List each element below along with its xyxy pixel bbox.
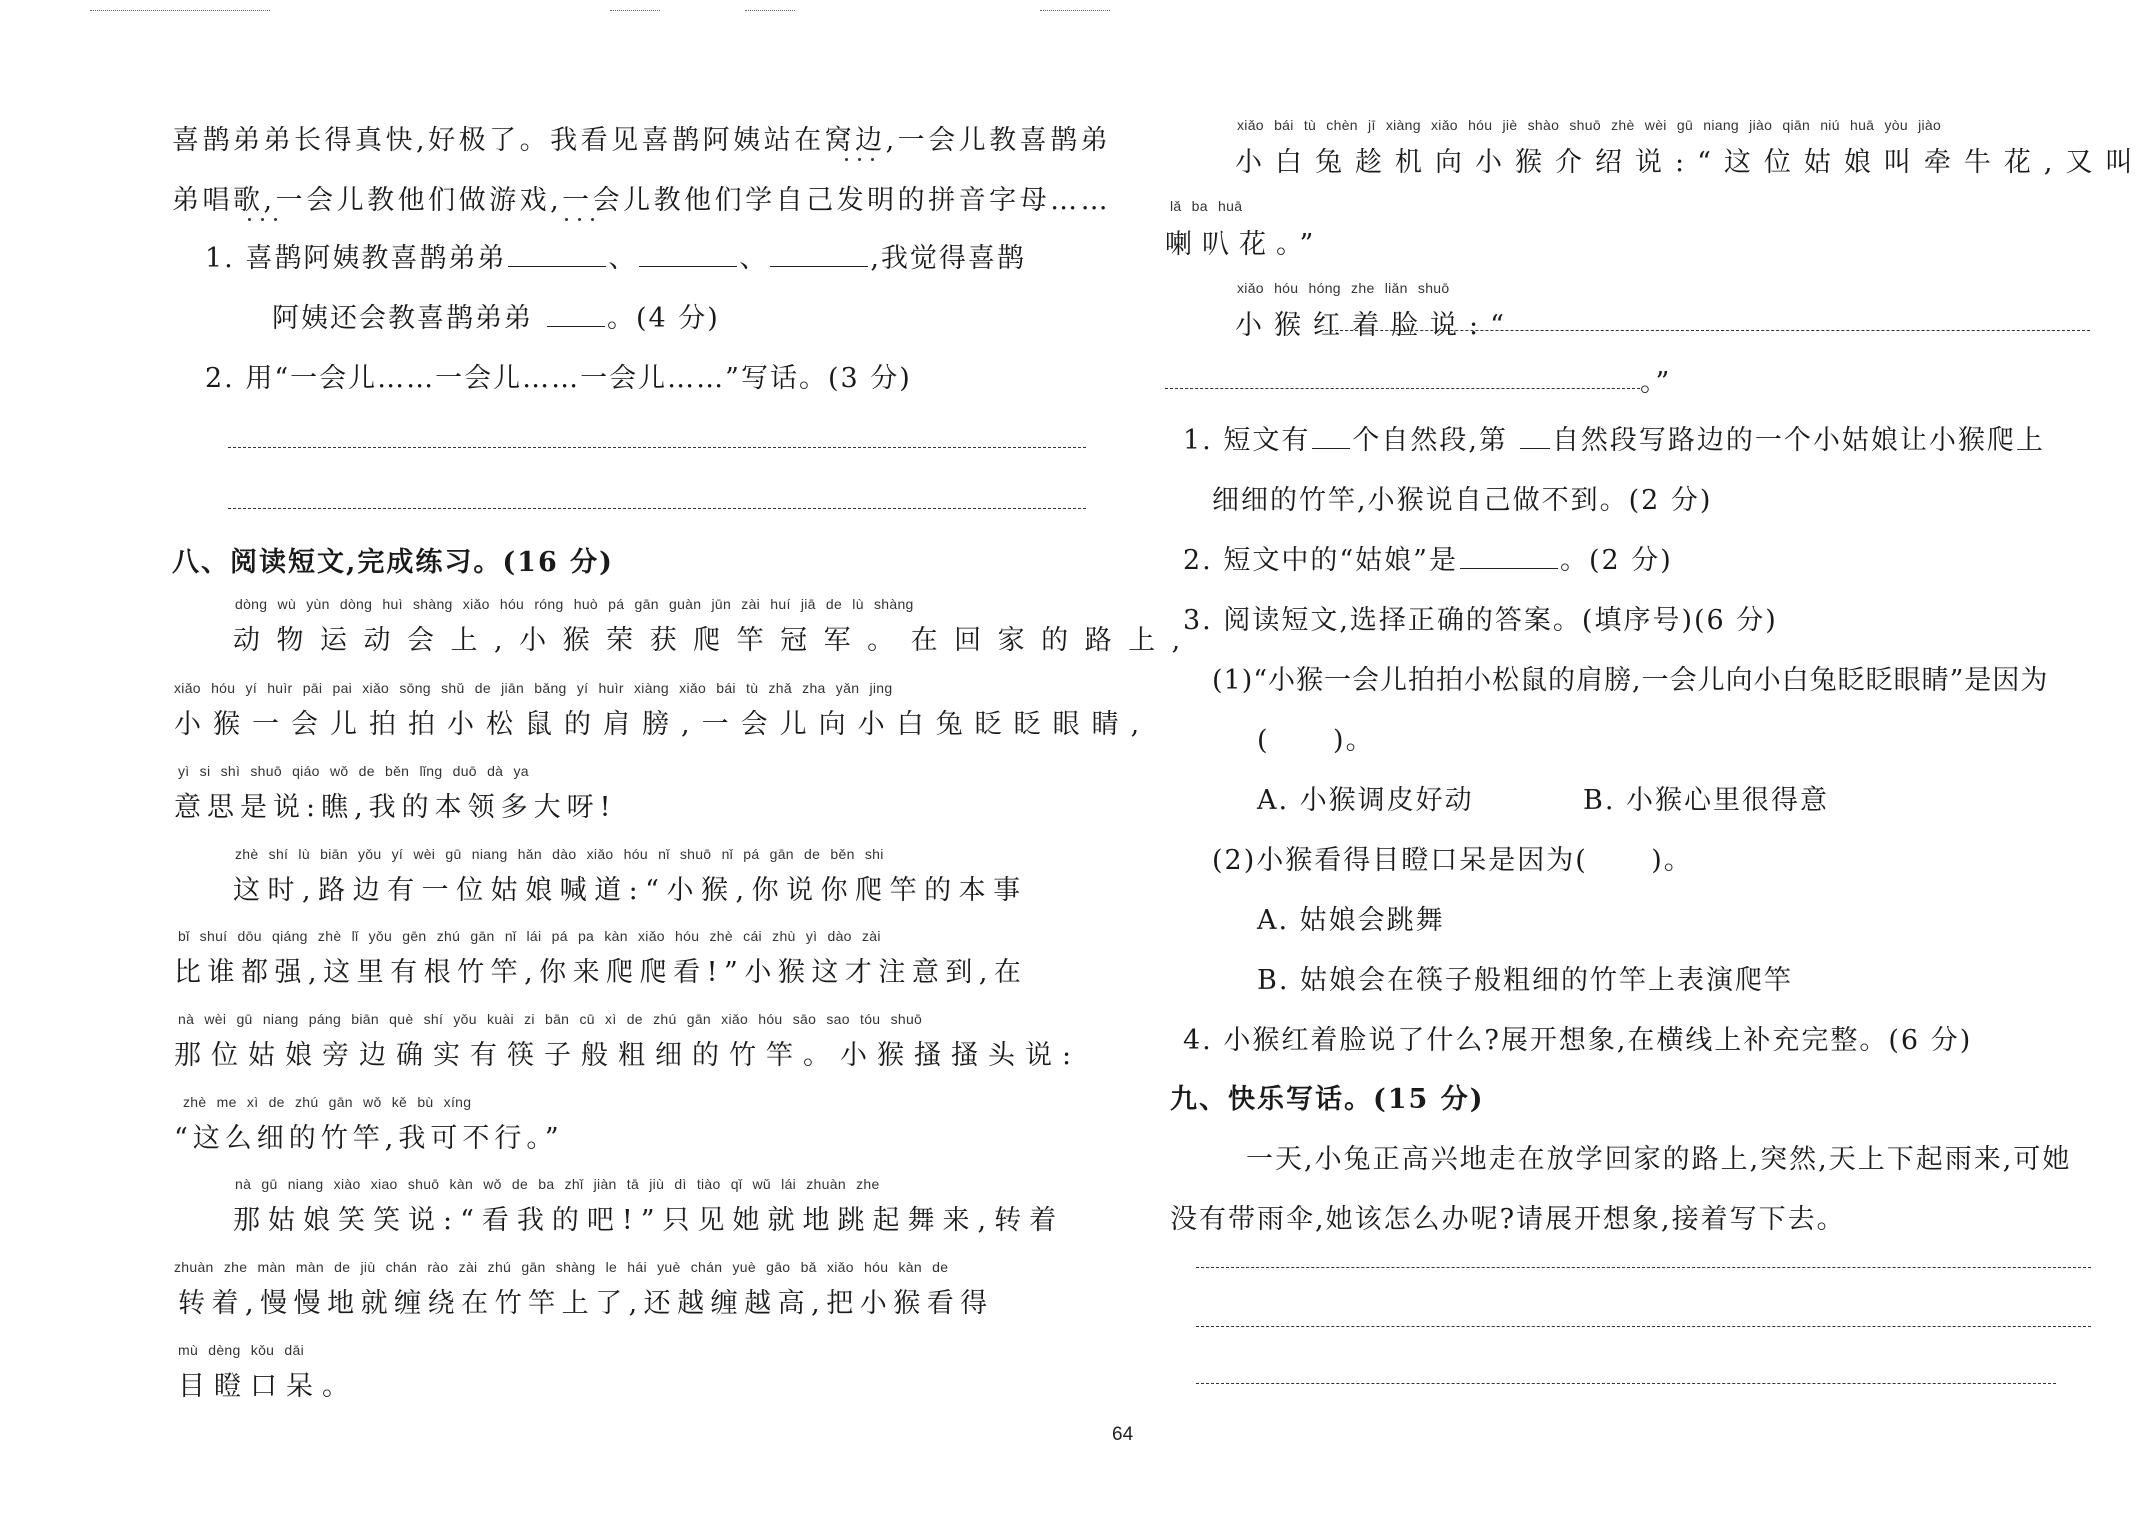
writing-line[interactable] (1196, 1267, 2091, 1268)
passage-line: 这时,路边有一位姑娘喊道:“小猴,你说你爬竿的本事 (233, 875, 1028, 906)
pinyin-row: bǐ shuí dōu qiáng zhè lǐ yǒu gēn zhú gān nǐ lái pá pa kàn xiǎo hóu zhè cái zhù yì dào zài (178, 928, 881, 944)
question-1-text-b: 个自然段,第 (1352, 425, 1508, 456)
passage-line: 意思是说:瞧,我的本领多大呀! (174, 792, 617, 823)
writing-line[interactable] (1196, 1326, 2091, 1327)
answer-line[interactable] (1320, 330, 2090, 331)
passage-line: 喇叭花。” (1165, 229, 1324, 260)
question-2-score: 。(2 分) (1559, 545, 1673, 576)
option-b[interactable]: B. 小猴心里很得意 (1583, 785, 1830, 816)
question-2: 2. 用“一会儿……一会儿……一会儿……”写话。(3 分) (205, 363, 912, 394)
pinyin-row: zhè me xì de zhú gān wǒ kě bù xíng (183, 1094, 472, 1110)
section-8-title: 八、阅读短文,完成练习。(16 分) (172, 547, 614, 578)
question-1-line-2 (272, 296, 720, 335)
answer-blank[interactable] (1460, 567, 1558, 569)
scan-artifact (90, 10, 270, 12)
page-number: 64 (1112, 1424, 1134, 1445)
pinyin-row: xiǎo bái tù chèn jī xiàng xiǎo hóu jiè shào shuō zhè wèi gū niang jiào qiān niú huā yòu jiào (1237, 117, 1942, 133)
passage-line: 小猴红着脸说:“ (1235, 310, 1516, 341)
question-1-text-a: 1. 喜鹊阿姨教喜鹊弟弟 (205, 243, 507, 274)
passage-line: 那位姑娘旁边确实有筷子般粗细的竹竿。小猴搔搔头说: (174, 1040, 1082, 1071)
separator: 、 (608, 243, 638, 274)
writing-prompt-line-1: 一天,小兔正高兴地走在放学回家的路上,突然,天上下起雨来,可她 (1246, 1144, 2072, 1175)
option-b[interactable]: B. 姑娘会在筷子般粗细的竹竿上表演爬竿 (1257, 965, 1794, 996)
passage-line: “这么细的竹竿,我可不行。” (174, 1123, 564, 1154)
passage-line: 那姑娘笑笑说:“看我的吧!”只见她就地跳起舞来,转着 (233, 1205, 1065, 1236)
pinyin-row: mù dèng kǒu dāi (178, 1342, 305, 1358)
question-1 (1183, 418, 2045, 457)
separator: 、 (739, 243, 769, 274)
passage-line: 动物运动会上,小猴荣获爬竿冠军。在回家的路上, (233, 625, 1197, 656)
passage-line: 小猴一会儿拍拍小松鼠的肩膀,一会儿向小白兔眨眨眼睛, (174, 709, 1152, 740)
passage-line: 目瞪口呆。 (178, 1371, 358, 1402)
close-quote: 。” (1640, 367, 1672, 398)
pinyin-row: dòng wù yùn dòng huì shàng xiǎo hóu róng huò pá gān guàn jūn zài huí jiā de lù shàng (235, 596, 914, 612)
passage-line: 转着,慢慢地就缠绕在竹竿上了,还越缠越高,把小猴看得 (178, 1288, 994, 1319)
writing-line[interactable] (228, 508, 1086, 509)
question-3: 3. 阅读短文,选择正确的答案。(填序号)(6 分) (1183, 605, 1778, 636)
question-1-score: 。(4 分) (607, 303, 720, 334)
answer-blank[interactable] (547, 325, 605, 327)
question-4: 4. 小猴红着脸说了什么?展开想象,在横线上补充完整。(6 分) (1183, 1025, 1973, 1056)
pinyin-row: nà gū niang xiào xiao shuō kàn wǒ de ba zhǐ jiàn tā jiù dì tiào qǐ wǔ lái zhuàn zhe (235, 1176, 880, 1192)
passage-line: 小白兔趁机向小猴介绍说:“这位姑娘叫牵牛花,又叫 (1235, 147, 2146, 178)
question-1-text-a: 1. 短文有 (1183, 425, 1311, 456)
pinyin-row: xiǎo hóu yí huìr pāi pai xiǎo sōng shǔ de jiān bǎng yí huìr xiàng xiǎo bái tù zhǎ zha yǎn jing (174, 680, 893, 696)
pinyin-row: nà wèi gū niang páng biān què shí yǒu kuài zi bān cū xì de zhú gān xiǎo hóu sāo sao tóu shuō (178, 1011, 923, 1027)
passage-line: 比谁都强,这里有根竹竿,你来爬爬看!”小猴这才注意到,在 (174, 957, 1028, 988)
answer-blank[interactable] (1520, 447, 1550, 449)
question-3-1-answer-paren[interactable]: ( )。 (1257, 725, 1375, 756)
writing-line[interactable] (1196, 1383, 2056, 1384)
scan-artifact (1040, 10, 1110, 12)
question-3-2: (2)小猴看得目瞪口呆是因为( )。 (1212, 845, 1693, 876)
pinyin-row: zhè shí lù biān yǒu yí wèi gū niang hǎn dào xiǎo hóu nǐ shuō nǐ pá gān de běn shi (235, 846, 884, 862)
question-1-line-2: 细细的竹竿,小猴说自己做不到。(2 分) (1212, 485, 1713, 516)
writing-line[interactable] (228, 447, 1086, 448)
question-1-text-c: 阿姨还会教喜鹊弟弟 (272, 303, 533, 334)
question-3-1: (1)“小猴一会儿拍拍小松鼠的肩膀,一会儿向小白兔眨眨眼睛”是因为 (1212, 665, 2049, 696)
section-9-title: 九、快乐写话。(15 分) (1170, 1084, 1485, 1115)
intro-paragraph-line-1: 喜鹊弟弟长得真快,好极了。我看见喜鹊阿姨站在窝边,一会儿教喜鹊弟 (172, 125, 1112, 156)
question-1-text-c: 自然段写路边的一个小姑娘让小猴爬上 (1551, 425, 2045, 456)
intro-paragraph-line-2: 弟唱歌,一会儿教他们做游戏,一会儿教他们学自己发明的拼音字母…… (172, 185, 1112, 216)
answer-line[interactable] (1165, 388, 1640, 389)
answer-blank[interactable] (639, 265, 737, 267)
question-1-text-b: ,我觉得喜鹊 (870, 243, 1026, 274)
pinyin-row: xiǎo hóu hóng zhe liǎn shuō (1237, 280, 1450, 296)
question-2 (1183, 538, 1673, 577)
writing-prompt-line-2: 没有带雨伞,她该怎么办呢?请展开想象,接着写下去。 (1170, 1204, 1846, 1235)
scan-artifact (745, 10, 795, 12)
option-a[interactable]: A. 姑娘会跳舞 (1257, 905, 1445, 936)
question-1 (205, 236, 1026, 275)
option-a[interactable]: A. 小猴调皮好动 (1257, 785, 1474, 816)
scan-artifact (610, 10, 660, 12)
answer-blank[interactable] (508, 265, 606, 267)
pinyin-row: zhuàn zhe màn màn de jiù chán rào zài zhú gān shàng le hái yuè chán yuè gāo bǎ xiǎo hóu kàn de (174, 1259, 949, 1275)
question-2-text: 2. 短文中的“姑娘”是 (1183, 545, 1458, 576)
pinyin-row: lǎ ba huā (1170, 198, 1243, 214)
answer-blank[interactable] (770, 265, 868, 267)
answer-blank[interactable] (1312, 447, 1350, 449)
pinyin-row: yì si shì shuō qiáo wǒ de běn lǐng duō dà ya (178, 763, 529, 779)
